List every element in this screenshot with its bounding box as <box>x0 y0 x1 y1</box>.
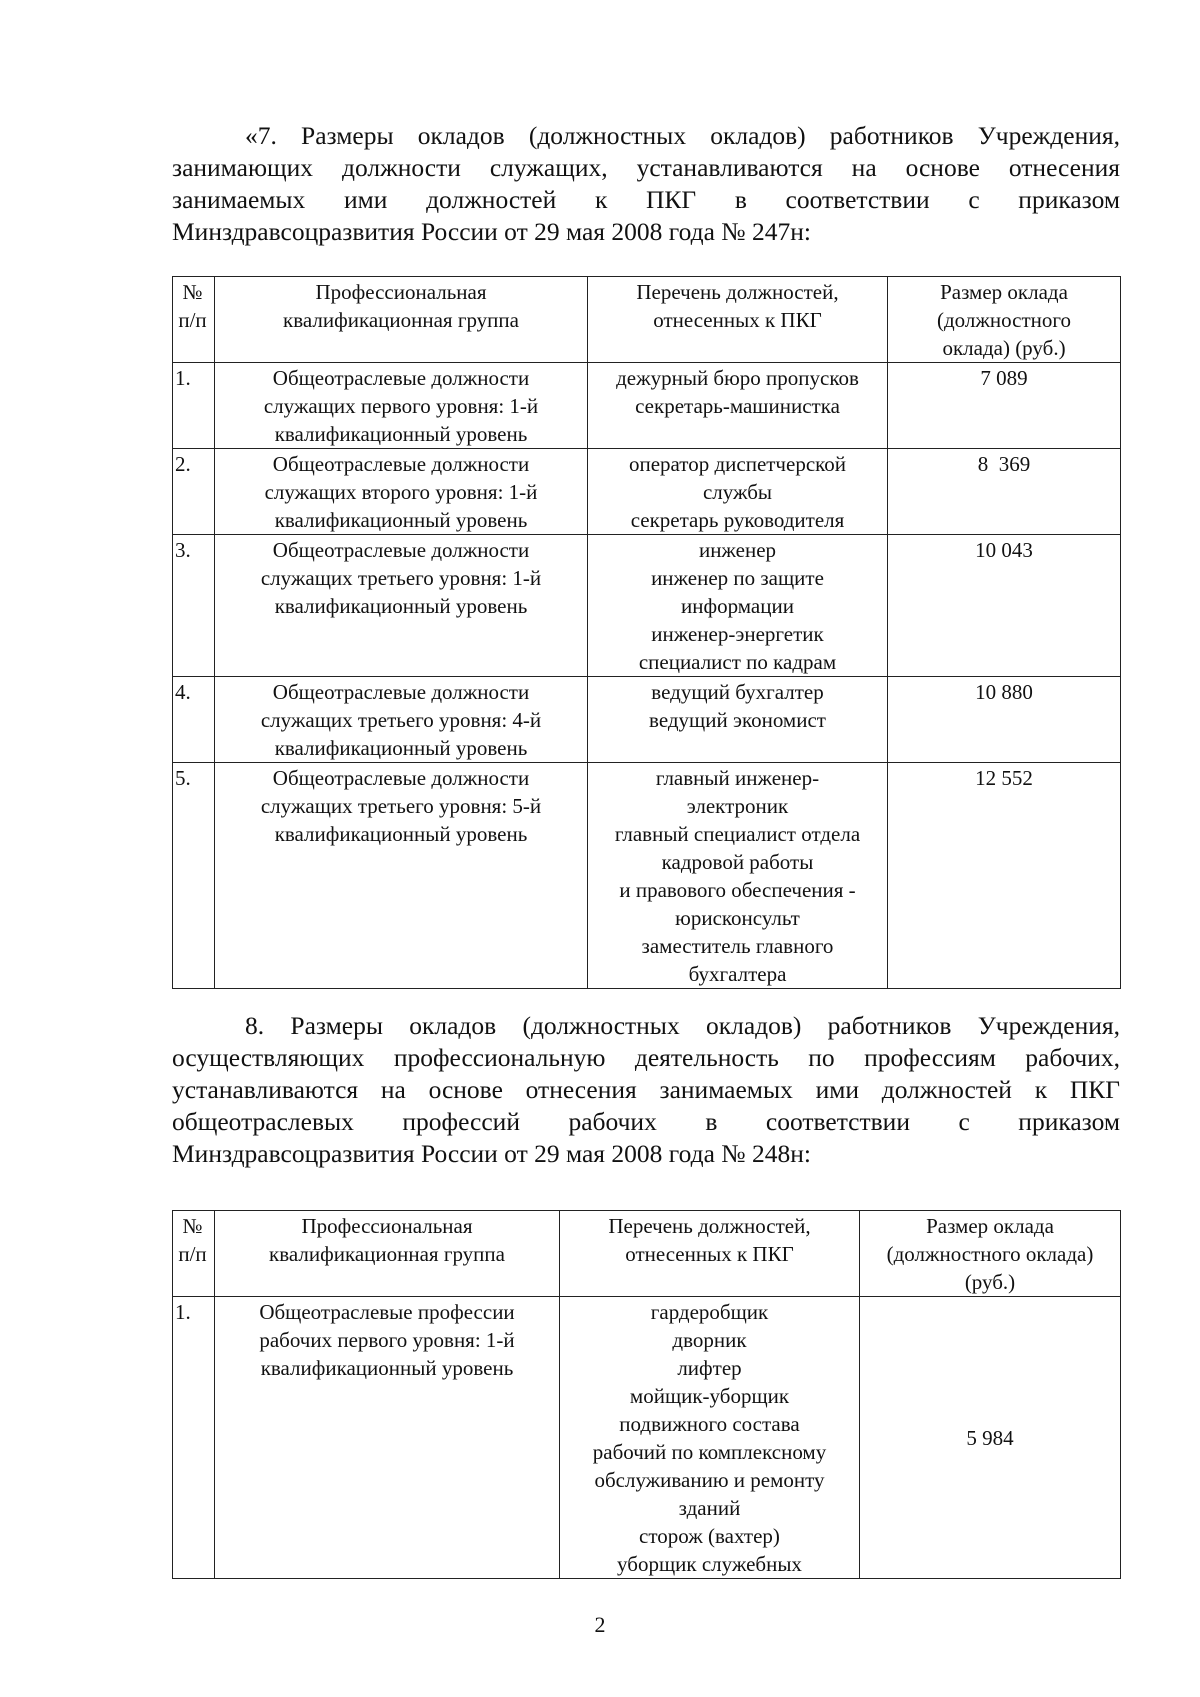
paragraph-line: занимающих должности служащих, устанавливаются на основе отнесения <box>172 153 1120 182</box>
row-group: Общеотраслевые должности служащих третьего уровня: 5-й квалификационный уровень <box>215 763 588 989</box>
row-number: 4. <box>173 677 215 763</box>
row-salary: 7 089 <box>888 363 1121 449</box>
paragraph-line: осуществляющих профессиональную деятельность по профессиям рабочих, <box>172 1043 1120 1072</box>
row-salary: 12 552 <box>888 763 1121 989</box>
row-number: 5. <box>173 763 215 989</box>
row-group: Общеотраслевые должности служащих третьего уровня: 4-й квалификационный уровень <box>215 677 588 763</box>
header-salary: Размер оклада (должностного оклада) (руб.) <box>888 277 1121 363</box>
row-positions: дежурный бюро пропусков секретарь-машинистка <box>588 363 888 449</box>
header-group: Профессиональная квалификационная группа <box>215 277 588 363</box>
row-salary: 10 043 <box>888 535 1121 677</box>
header-group: Профессиональная квалификационная группа <box>215 1211 560 1297</box>
row-group: Общеотраслевые должности служащих третьего уровня: 1-й квалификационный уровень <box>215 535 588 677</box>
paragraph-line: общеотраслевых профессий рабочих в соответствии с приказом <box>172 1107 1120 1136</box>
header-positions: Перечень должностей, отнесенных к ПКГ <box>588 277 888 363</box>
paragraph-line: Минздравсоцразвития России от 29 мая 2008 года № 248н: <box>172 1139 811 1168</box>
table-row <box>173 677 1121 763</box>
row-positions: инженер инженер по защите информации инженер-энергетик специалист по кадрам <box>588 535 888 677</box>
table-header-row <box>173 1211 1121 1297</box>
row-number: 3. <box>173 535 215 677</box>
row-positions: ведущий бухгалтер ведущий экономист <box>588 677 888 763</box>
table-row <box>173 763 1121 989</box>
row-positions: главный инженер- электроник главный специалист отдела кадровой работы и правового обеспечения - юрисконсульт заместитель главного бухгалтера <box>588 763 888 989</box>
table-row <box>173 363 1121 449</box>
table-header-row <box>173 277 1121 363</box>
table-row <box>173 449 1121 535</box>
row-salary: 10 880 <box>888 677 1121 763</box>
header-positions: Перечень должностей, отнесенных к ПКГ <box>560 1211 860 1297</box>
page-number: 2 <box>594 1612 606 1637</box>
paragraph-line: устанавливаются на основе отнесения занимаемых ими должностей к ПКГ <box>172 1075 1120 1104</box>
header-salary: Размер оклада (должностного оклада) (руб.) <box>860 1211 1121 1297</box>
row-group: Общеотраслевые профессии рабочих первого уровня: 1-й квалификационный уровень <box>215 1297 560 1579</box>
paragraph-line: Минздравсоцразвития России от 29 мая 2008 года № 247н: <box>172 217 811 246</box>
section-8-paragraph <box>172 1010 1120 1170</box>
salary-table-workers <box>172 1210 1121 1579</box>
row-positions: гардеробщик дворник лифтер мойщик-уборщик подвижного состава рабочий по комплексному обслуживанию и ремонту зданий сторож (вахтер) уборщик служебных <box>560 1297 860 1579</box>
paragraph-line: 8. Размеры окладов (должностных окладов) работников Учреждения, <box>245 1011 1120 1040</box>
table-row <box>173 535 1121 677</box>
row-group: Общеотраслевые должности служащих первого уровня: 1-й квалификационный уровень <box>215 363 588 449</box>
section-7-paragraph <box>172 120 1120 248</box>
paragraph-line: «7. Размеры окладов (должностных окладов) работников Учреждения, <box>245 121 1120 150</box>
row-group: Общеотраслевые должности служащих второго уровня: 1-й квалификационный уровень <box>215 449 588 535</box>
row-salary: 8 369 <box>888 449 1121 535</box>
row-salary: 5 984 <box>860 1297 1121 1579</box>
paragraph-line: занимаемых ими должностей к ПКГ в соответствии с приказом <box>172 185 1120 214</box>
header-num: № п/п <box>173 1211 215 1297</box>
row-number: 1. <box>173 1297 215 1579</box>
table-row <box>173 1297 1121 1579</box>
header-num: № п/п <box>173 277 215 363</box>
row-number: 1. <box>173 363 215 449</box>
salary-table-employees <box>172 276 1121 989</box>
row-positions: оператор диспетчерской службы секретарь руководителя <box>588 449 888 535</box>
row-number: 2. <box>173 449 215 535</box>
